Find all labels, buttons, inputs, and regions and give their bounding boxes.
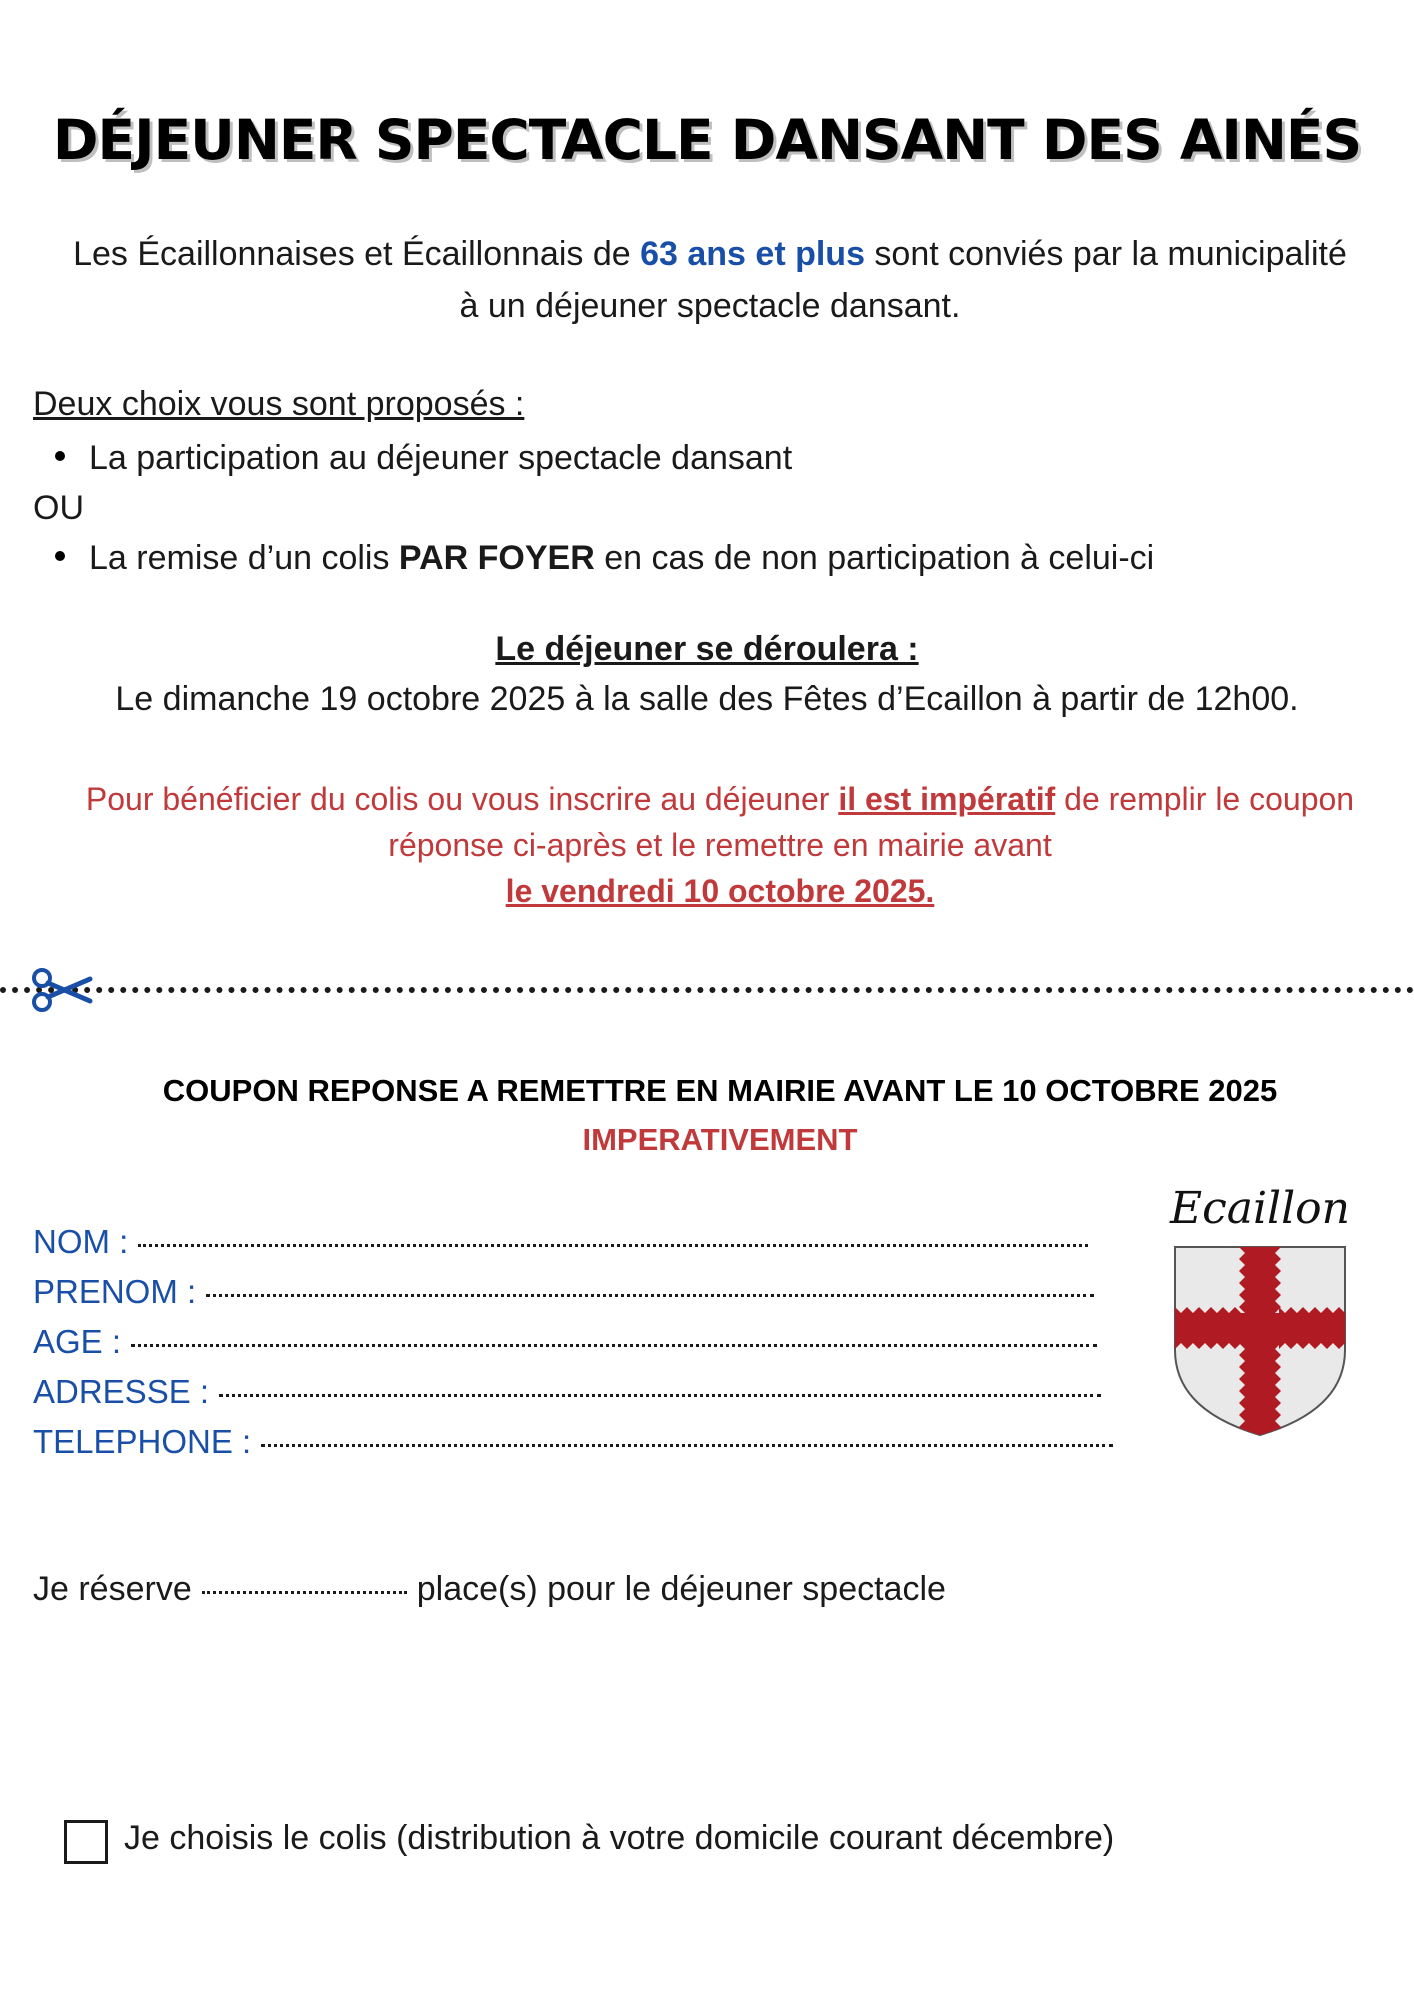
field-label: TELEPHONE : xyxy=(33,1423,252,1460)
notice-pre: Pour bénéficier du colis ou vous inscrire au déjeuner xyxy=(85,781,839,817)
coat-of-arms xyxy=(1165,1185,1355,1445)
field-label: ADRESSE : xyxy=(33,1373,210,1410)
field-nom xyxy=(33,1223,1088,1261)
bullet-icon xyxy=(55,551,65,561)
coupon-title: COUPON REPONSE A REMETTRE EN MAIRIE AVANT LE 10 OCTOBRE 2025 xyxy=(162,1073,1278,1108)
places-fill-line xyxy=(202,1591,407,1594)
age-highlight: 63 ans et plus xyxy=(640,235,865,273)
choice-option-2-bold: PAR FOYER xyxy=(398,539,595,577)
event-details: Le dimanche 19 octobre 2025 à la salle des Fêtes d’Ecaillon à partir de 12h00. xyxy=(115,680,1299,718)
notice-post: de remplir le coupon réponse ci-après et le remettre en mairie avant xyxy=(388,781,1355,863)
field-prenom xyxy=(33,1273,1094,1311)
choice-option-1 xyxy=(55,433,792,483)
field-label: NOM : xyxy=(33,1223,129,1260)
intro-text-2: sont conviés par la municipalité à un déjeuner spectacle dansant. xyxy=(459,235,1347,325)
reservation-line xyxy=(33,1570,946,1609)
reserve-pre: Je réserve xyxy=(33,1570,192,1608)
colis-checkbox[interactable] xyxy=(64,1820,108,1864)
cut-line xyxy=(0,987,1414,993)
or-separator: OU xyxy=(33,489,84,527)
field-adresse xyxy=(33,1373,1101,1411)
deadline-notice xyxy=(40,776,1400,914)
colis-checkbox-label: Je choisis le colis (distribution à votre domicile courant décembre) xyxy=(124,1819,1115,1857)
field-age xyxy=(33,1323,1097,1361)
bullet-icon xyxy=(55,451,65,461)
fill-line xyxy=(219,1394,1101,1397)
intro-text-1: Les Écaillonnaises et Écaillonnais de xyxy=(73,235,641,273)
notice-emphasis: il est impératif xyxy=(838,781,1056,817)
notice-deadline: le vendredi 10 octobre 2025. xyxy=(505,873,935,909)
choice-option-2-post: en cas de non participation à celui-ci xyxy=(594,539,1155,577)
field-label: PRENOM : xyxy=(33,1273,197,1310)
fill-line xyxy=(138,1244,1088,1247)
scissors-icon xyxy=(30,965,94,1015)
event-heading: Le déjeuner se déroulera : xyxy=(495,630,919,668)
fill-line xyxy=(131,1344,1097,1347)
crest-town-name: Ecaillon xyxy=(1169,1185,1351,1234)
page-title: DÉJEUNER SPECTACLE DANSANT DES AINÉS xyxy=(52,108,1362,172)
intro-paragraph xyxy=(60,228,1360,332)
choice-option-2 xyxy=(55,533,1154,583)
reserve-post: place(s) pour le déjeuner spectacle xyxy=(416,1570,946,1608)
fill-line xyxy=(261,1444,1113,1447)
field-label: AGE : xyxy=(33,1323,122,1360)
choices-heading: Deux choix vous sont proposés : xyxy=(33,385,525,423)
choice-option-1-text: La participation au déjeuner spectacle dansant xyxy=(89,439,793,477)
coupon-subtitle: IMPERATIVEMENT xyxy=(582,1122,858,1157)
field-telephone xyxy=(33,1423,1113,1461)
choice-option-2-pre: La remise d’un colis xyxy=(89,539,399,577)
fill-line xyxy=(206,1294,1094,1297)
